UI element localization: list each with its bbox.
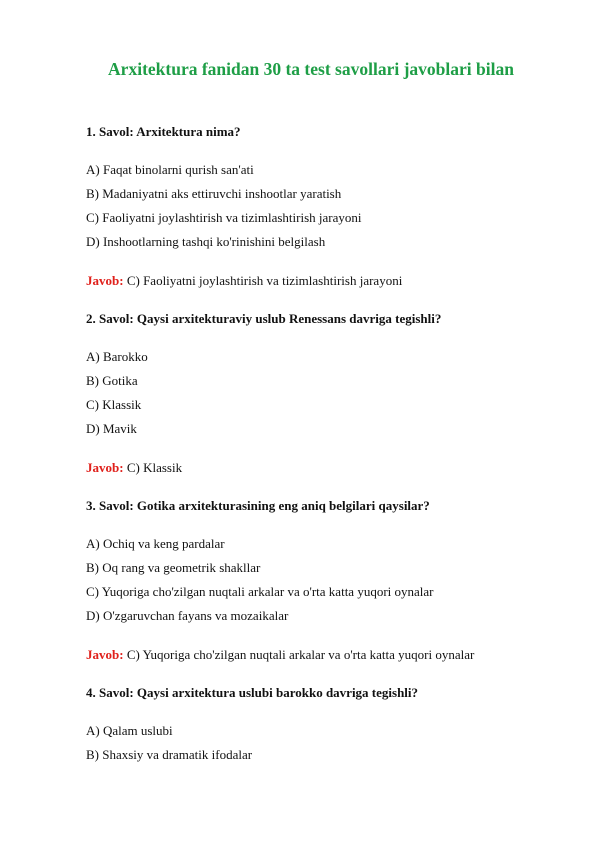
question-2: 2. Savol: Qaysi arxitekturaviy uslub Renessans davriga tegishli? [86,311,442,326]
answer-text: C) Yuqoriga cho'zilgan nuqtali arkalar va o'rta katta yuqori oynalar [123,647,475,662]
option-4a: A) Qalam uslubi [86,723,173,738]
option-2c: C) Klassik [86,397,142,412]
answer-label: Javob: [86,460,124,475]
option-3b: B) Oq rang va geometrik shakllar [86,560,261,575]
options-2 [86,345,576,441]
options-1 [86,158,576,254]
answer-text: C) Faoliyatni joylashtirish va tizimlashtirish jarayoni [123,273,403,288]
option-1b: B) Madaniyatni aks ettiruvchi inshootlar yaratish [86,186,342,201]
answer-text: C) Klassik [123,460,183,475]
option-3c: C) Yuqoriga cho'zilgan nuqtali arkalar va o'rta katta yuqori oynalar [86,584,434,599]
options-4 [86,719,576,767]
options-3 [86,532,576,628]
answer-3 [86,647,576,663]
option-4b: B) Shaxsiy va dramatik ifodalar [86,747,253,762]
option-3d: D) O'zgaruvchan fayans va mozaikalar [86,608,289,623]
document-title: Arxitektura fanidan 30 ta test savollari javoblari bilan [108,59,514,79]
question-3: 3. Savol: Gotika arxitekturasining eng aniq belgilari qaysilar? [86,498,430,513]
answer-label: Javob: [86,273,124,288]
option-2b: B) Gotika [86,373,138,388]
answer-2 [86,460,576,476]
option-1c: C) Faoliyatni joylashtirish va tizimlashtirish jarayoni [86,210,362,225]
question-4: 4. Savol: Qaysi arxitektura uslubi barokko davriga tegishli? [86,685,419,700]
option-1a: A) Faqat binolarni qurish san'ati [86,162,254,177]
answer-1 [86,273,576,289]
option-3a: A) Ochiq va keng pardalar [86,536,225,551]
question-1: 1. Savol: Arxitektura nima? [86,124,241,139]
option-2d: D) Mavik [86,421,137,436]
option-2a: A) Barokko [86,349,148,364]
option-1d: D) Inshootlarning tashqi ko'rinishini belgilash [86,234,326,249]
answer-label: Javob: [86,647,124,662]
